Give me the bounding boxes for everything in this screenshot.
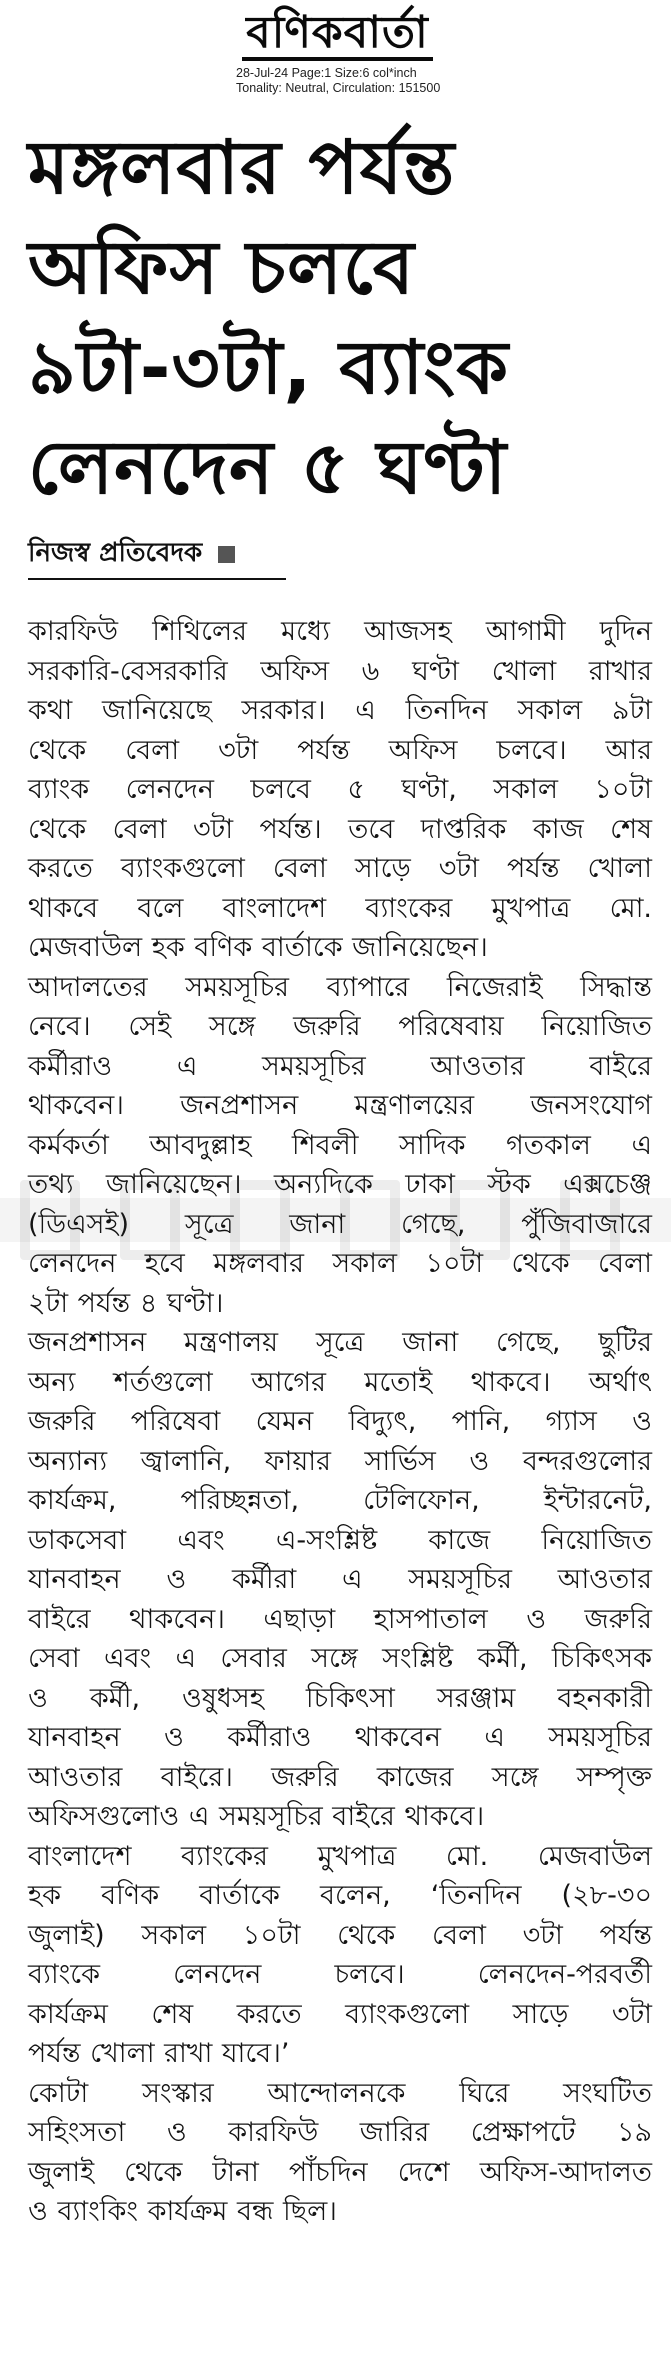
body-line: কর্মীরাও এ সময়সূচির আওতার বাইরে bbox=[28, 1050, 652, 1082]
body-line: ব্যাংক লেনদেন চলবে ৫ ঘণ্টা, সকাল ১০টা bbox=[28, 774, 652, 805]
body-line: থেকে বেলা ৩টা পর্যন্ত অফিস চলবে। আর bbox=[28, 734, 652, 766]
headline-line: মঙ্গলবার পর্যন্ত bbox=[28, 125, 456, 211]
newspaper-logo bbox=[195, 8, 480, 64]
body-line: কোটা সংস্কার আন্দোলনকে ঘিরে সংঘটিত bbox=[28, 2077, 652, 2109]
body-paragraph bbox=[28, 1323, 652, 1837]
clipping-meta bbox=[236, 66, 496, 96]
masthead bbox=[0, 6, 671, 106]
body-paragraph bbox=[28, 2074, 652, 2232]
body-line: তথ্য জানিয়েছেন। অন্যদিকে ঢাকা স্টক এক্সচেঞ্জ bbox=[28, 1169, 652, 1200]
body-line: (ডিএসই) সূত্রে জানা গেছে, পুঁজিবাজারে bbox=[28, 1208, 652, 1240]
body-line: ২টা পর্যন্ত ৪ ঘণ্টা। bbox=[28, 1287, 224, 1319]
headline-line: লেনদেন ৫ ঘণ্টা bbox=[28, 425, 508, 511]
body-line: বাংলাদেশ ব্যাংকের মুখপাত্র মো. মেজবাউল bbox=[28, 1840, 652, 1872]
square-bullet-icon bbox=[218, 546, 235, 563]
byline-underline bbox=[28, 578, 286, 580]
body-line: অন্য শর্তগুলো আগের মতোই থাকবে। অর্থাৎ bbox=[28, 1366, 652, 1398]
body-line: জুলাই) সকাল ১০টা থেকে বেলা ৩টা পর্যন্ত bbox=[28, 1919, 652, 1951]
body-line: পর্যন্ত খোলা রাখা যাবে।’ bbox=[28, 2038, 290, 2069]
body-line: ও কর্মী, ওষুধসহ চিকিৎসা সরঞ্জাম বহনকারী bbox=[28, 1682, 652, 1714]
logo-text: বণিকবার্তা bbox=[242, 11, 433, 61]
article-body bbox=[28, 612, 652, 2232]
body-line: কার্যক্রম, পরিচ্ছন্নতা, টেলিফোন, ইন্টারনেট, bbox=[28, 1485, 652, 1516]
body-line: ডাকসেবা এবং এ-সংশ্লিষ্ট কাজে নিয়োজিত bbox=[28, 1524, 652, 1556]
body-paragraph bbox=[28, 612, 652, 968]
body-line: কর্মকর্তা আবদুল্লাহ শিবলী সাদিক গতকাল এ bbox=[28, 1129, 652, 1161]
body-line: সহিংসতা ও কারফিউ জারির প্রেক্ষাপটে ১৯ bbox=[28, 2117, 652, 2148]
body-line: লেনদেন হবে মঙ্গলবার সকাল ১০টা থেকে বেলা bbox=[28, 1248, 652, 1279]
body-line: কার্যক্রম শেষ করতে ব্যাংকগুলো সাড়ে ৩টা bbox=[28, 1998, 652, 2030]
headline-line: অফিস চলবে bbox=[28, 225, 415, 311]
body-line: থাকবেন। জনপ্রশাসন মন্ত্রণালয়ের জনসংযোগ bbox=[28, 1090, 652, 1121]
body-line: নেবে। সেই সঙ্গে জরুরি পরিষেবায় নিয়োজিত bbox=[28, 1011, 652, 1042]
body-line: থাকবে বলে বাংলাদেশ ব্যাংকের মুখপাত্র মো. bbox=[28, 892, 652, 924]
headline-line: ৯টা-৩টা, ব্যাংক bbox=[28, 325, 510, 411]
body-line: মেজবাউল হক বণিক বার্তাকে জানিয়েছেন। bbox=[28, 932, 488, 963]
body-line: জনপ্রশাসন মন্ত্রণালয় সূত্রে জানা গেছে, ছুটির bbox=[28, 1327, 652, 1358]
body-line: অফিসগুলোও এ সময়সূচির বাইরে থাকবে। bbox=[28, 1801, 485, 1832]
body-line: যানবাহন ও কর্মীরাও থাকবেন এ সময়সূচির bbox=[28, 1722, 652, 1753]
body-line: আওতার বাইরে। জরুরি কাজের সঙ্গে সম্পৃক্ত bbox=[28, 1761, 652, 1793]
body-line: জুলাই থেকে টানা পাঁচদিন দেশে অফিস-আদালত bbox=[28, 2156, 652, 2188]
body-line: সরকারি-বেসরকারি অফিস ৬ ঘণ্টা খোলা রাখার bbox=[28, 655, 652, 687]
body-line: হক বণিক বার্তাকে বলেন, ‘তিনদিন (২৮-৩০ bbox=[28, 1880, 652, 1911]
body-line: কারফিউ শিথিলের মধ্যে আজসহ আগামী দুদিন bbox=[28, 616, 652, 647]
body-paragraph bbox=[28, 968, 652, 1324]
body-line: বাইরে থাকবেন। এছাড়া হাসপাতাল ও জরুরি bbox=[28, 1603, 652, 1635]
body-line: কথা জানিয়েছে সরকার। এ তিনদিন সকাল ৯টা bbox=[28, 695, 652, 726]
body-line: যানবাহন ও কর্মীরা এ সময়সূচির আওতার bbox=[28, 1564, 652, 1595]
body-line: করতে ব্যাংকগুলো বেলা সাড়ে ৩টা পর্যন্ত খোলা bbox=[28, 853, 652, 884]
headline bbox=[28, 118, 658, 518]
byline bbox=[28, 532, 235, 576]
meta-date-page-size: 28-Jul-24 Page:1 Size:6 col*inch bbox=[236, 66, 417, 80]
byline-text: নিজস্ব প্রতিবেদক bbox=[28, 538, 203, 568]
body-line: আদালতের সময়সূচির ব্যাপারে নিজেরাই সিদ্ধান্ত bbox=[28, 971, 652, 1003]
body-line: ও ব্যাংকিং কার্যক্রম বন্ধ ছিল। bbox=[28, 2196, 337, 2227]
body-line: সেবা এবং এ সেবার সঙ্গে সংশ্লিষ্ট কর্মী, চিকিৎসক bbox=[28, 1643, 652, 1674]
meta-tonality-circulation: Tonality: Neutral, Circulation: 151500 bbox=[236, 81, 441, 95]
body-line: থেকে বেলা ৩টা পর্যন্ত। তবে দাপ্তরিক কাজ শেষ bbox=[28, 813, 652, 845]
body-paragraph bbox=[28, 1837, 652, 2074]
body-line: ব্যাংকে লেনদেন চলবে। লেনদেন-পরবর্তী bbox=[28, 1959, 652, 1990]
body-line: অন্যান্য জ্বালানি, ফায়ার সার্ভিস ও বন্দরগুলোর bbox=[28, 1445, 652, 1477]
body-line: জরুরি পরিষেবা যেমন বিদ্যুৎ, পানি, গ্যাস ও bbox=[28, 1406, 652, 1437]
